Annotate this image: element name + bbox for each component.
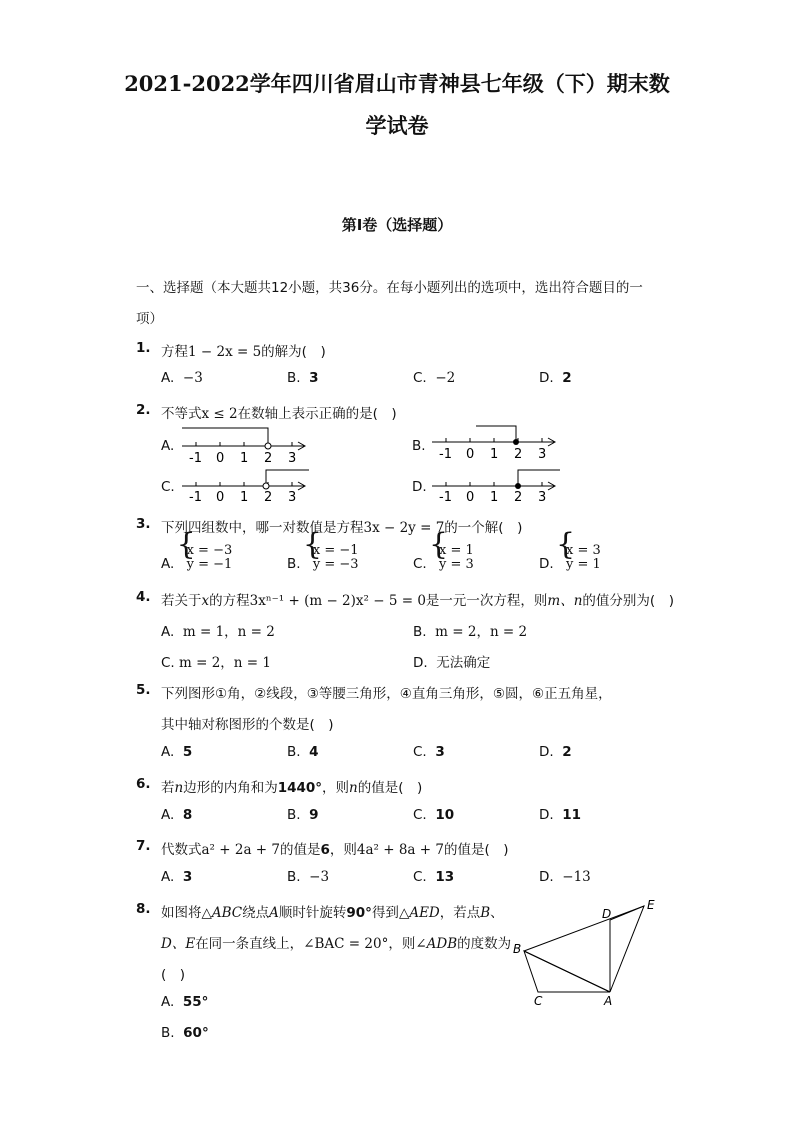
svg-text:3: 3 [538,447,547,462]
triangle-aed [610,906,644,992]
q1-option-b[interactable]: B. 3 [287,370,319,386]
exam-title-line2: 学试卷 [365,113,429,138]
part-intro-line2: 项） [136,311,163,327]
svg-text:2: 2 [264,490,273,505]
svg-text:-1: -1 [439,447,452,462]
q2-option-d-label[interactable]: D. [412,479,427,495]
q3-option-d[interactable]: D. { x = 3 y = 1 [539,544,601,572]
svg-text:-1: -1 [189,451,202,466]
q4-stem: 若关于x的方程3xⁿ⁻¹ + (m − 2)x² − 5 = 0是一元一次方程，则m、n的值分别为( ) [161,593,674,609]
q8-number: 8. [136,901,151,917]
q3-option-a[interactable]: A. { x = −3 y = −1 [161,544,232,572]
q5-stem-line1: 下列图形①角，②线段，③等腰三角形，④直角三角形，⑤圆，⑥正五角星， [161,686,612,702]
q3-equation: 3x − 2y = 7 [363,520,445,536]
q8-option-a[interactable]: A. 55° [161,994,209,1010]
q2-number-line-d[interactable] [428,468,562,506]
q2-number-line-b[interactable] [428,422,560,466]
svg-text:1: 1 [240,451,249,466]
svg-text:2: 2 [264,451,273,466]
q7-expression1: a² + 2a + 7 [201,842,280,858]
q5-option-b[interactable]: B. 4 [287,744,319,760]
q3-number: 3. [136,516,151,532]
q7-expression2: 4a² + 8a + 7 [356,842,444,858]
q1-option-d[interactable]: D. 2 [539,370,572,386]
q5-option-c[interactable]: C. 3 [413,744,445,760]
q7-stem: 代数式a² + 2a + 7的值是6，则4a² + 8a + 7的值是( ) [161,842,509,858]
q8-rotation-figure [508,894,668,1010]
open-dot-icon [263,483,269,489]
svg-text:0: 0 [466,447,475,462]
q1-number: 1. [136,340,151,356]
point-e-label: E [647,898,655,912]
q4-option-c[interactable]: C. m = 2，n = 1 [161,655,271,671]
q2-option-a-label[interactable]: A. [161,438,175,454]
svg-text:2: 2 [514,447,523,462]
q7-option-b[interactable]: B. −3 [287,869,330,885]
q5-option-a[interactable]: A. 5 [161,744,193,760]
svg-text:2: 2 [514,490,523,505]
q1-option-c[interactable]: C. −2 [413,370,456,386]
svg-text:0: 0 [466,490,475,505]
q6-option-a[interactable]: A. 8 [161,807,193,823]
svg-text:1: 1 [490,490,499,505]
svg-text:3: 3 [538,490,547,505]
svg-text:-1: -1 [439,490,452,505]
svg-text:1: 1 [490,447,499,462]
q1-option-a[interactable]: A. −3 [161,370,203,386]
q1-equation: 1 − 2x = 5 [188,344,262,360]
q7-option-c[interactable]: C. 13 [413,869,455,885]
point-c-label: C [534,994,543,1008]
open-dot-icon [265,443,271,449]
svg-text:0: 0 [216,451,225,466]
svg-text:1: 1 [240,490,249,505]
q3-option-b[interactable]: B. { x = −1 y = −3 [287,544,359,572]
q4-option-b[interactable]: B. m = 2，n = 2 [413,624,528,640]
q8-stem-line2: D、E在同一条直线上，∠BAC = 20°，则∠ADB的度数为 [161,936,512,952]
segment-ba [524,951,610,992]
q6-stem: 若n边形的内角和为1440°，则n的值是( ) [161,780,423,796]
q6-option-c[interactable]: C. 10 [413,807,455,823]
q2-inequality: x ≤ 2 [201,406,238,422]
q8-stem-line1: 如图将△ABC绕点A顺时针旋转90°得到△AED，若点B、 [161,905,504,921]
svg-text:0: 0 [216,490,225,505]
q4-option-d[interactable]: D. 无法确定 [413,655,491,671]
q5-number: 5. [136,682,151,698]
closed-dot-icon [515,483,521,489]
section-title: 第I卷（选择题） [341,216,453,234]
q4-number: 4. [136,589,151,605]
q2-stem: 不等式x ≤ 2在数轴上表示正确的是( ) [161,406,397,422]
part-intro-line1: 一、选择题（本大题共12小题，共36分。在每小题列出的选项中，选出符合题目的一 [136,280,643,296]
q3-stem: 下列四组数中，哪一对数值是方程3x − 2y = 7的一个解( ) [161,520,523,536]
q7-option-a[interactable]: A. 3 [161,869,193,885]
q5-option-d[interactable]: D. 2 [539,744,572,760]
exam-title-line1: 2021-2022学年四川省眉山市青神县七年级（下）期末数 [124,71,670,96]
line-bde [524,906,644,951]
q6-number: 6. [136,776,151,792]
q8-option-b[interactable]: B. 60° [161,1025,209,1041]
q2-option-c-label[interactable]: C. [161,479,175,495]
q4-option-a[interactable]: A. m = 1，n = 2 [161,624,275,640]
q7-number: 7. [136,838,151,854]
q3-option-c[interactable]: C. { x = 1 y = 3 [413,544,474,572]
q5-stem-line2: 其中轴对称图形的个数是( ) [161,717,334,733]
q8-stem-line3: ( ) [161,967,186,983]
q6-option-d[interactable]: D. 11 [539,807,582,823]
q2-number-line-c[interactable] [178,468,312,506]
point-b-label: B [513,942,522,956]
point-a-label: A [604,994,613,1008]
svg-text:-1: -1 [189,490,202,505]
q1-stem: 方程1 − 2x = 5的解为( ) [161,344,326,360]
svg-text:3: 3 [288,451,297,466]
closed-dot-icon [513,439,519,445]
q2-number-line-a[interactable] [178,422,310,466]
svg-text:3: 3 [288,490,297,505]
q6-option-b[interactable]: B. 9 [287,807,319,823]
q4-equation: 3xⁿ⁻¹ + (m − 2)x² − 5 = 0 [249,593,426,609]
q7-option-d[interactable]: D. −13 [539,869,591,885]
q2-number: 2. [136,402,151,418]
point-d-label: D [602,907,612,921]
q2-option-b-label[interactable]: B. [412,438,426,454]
